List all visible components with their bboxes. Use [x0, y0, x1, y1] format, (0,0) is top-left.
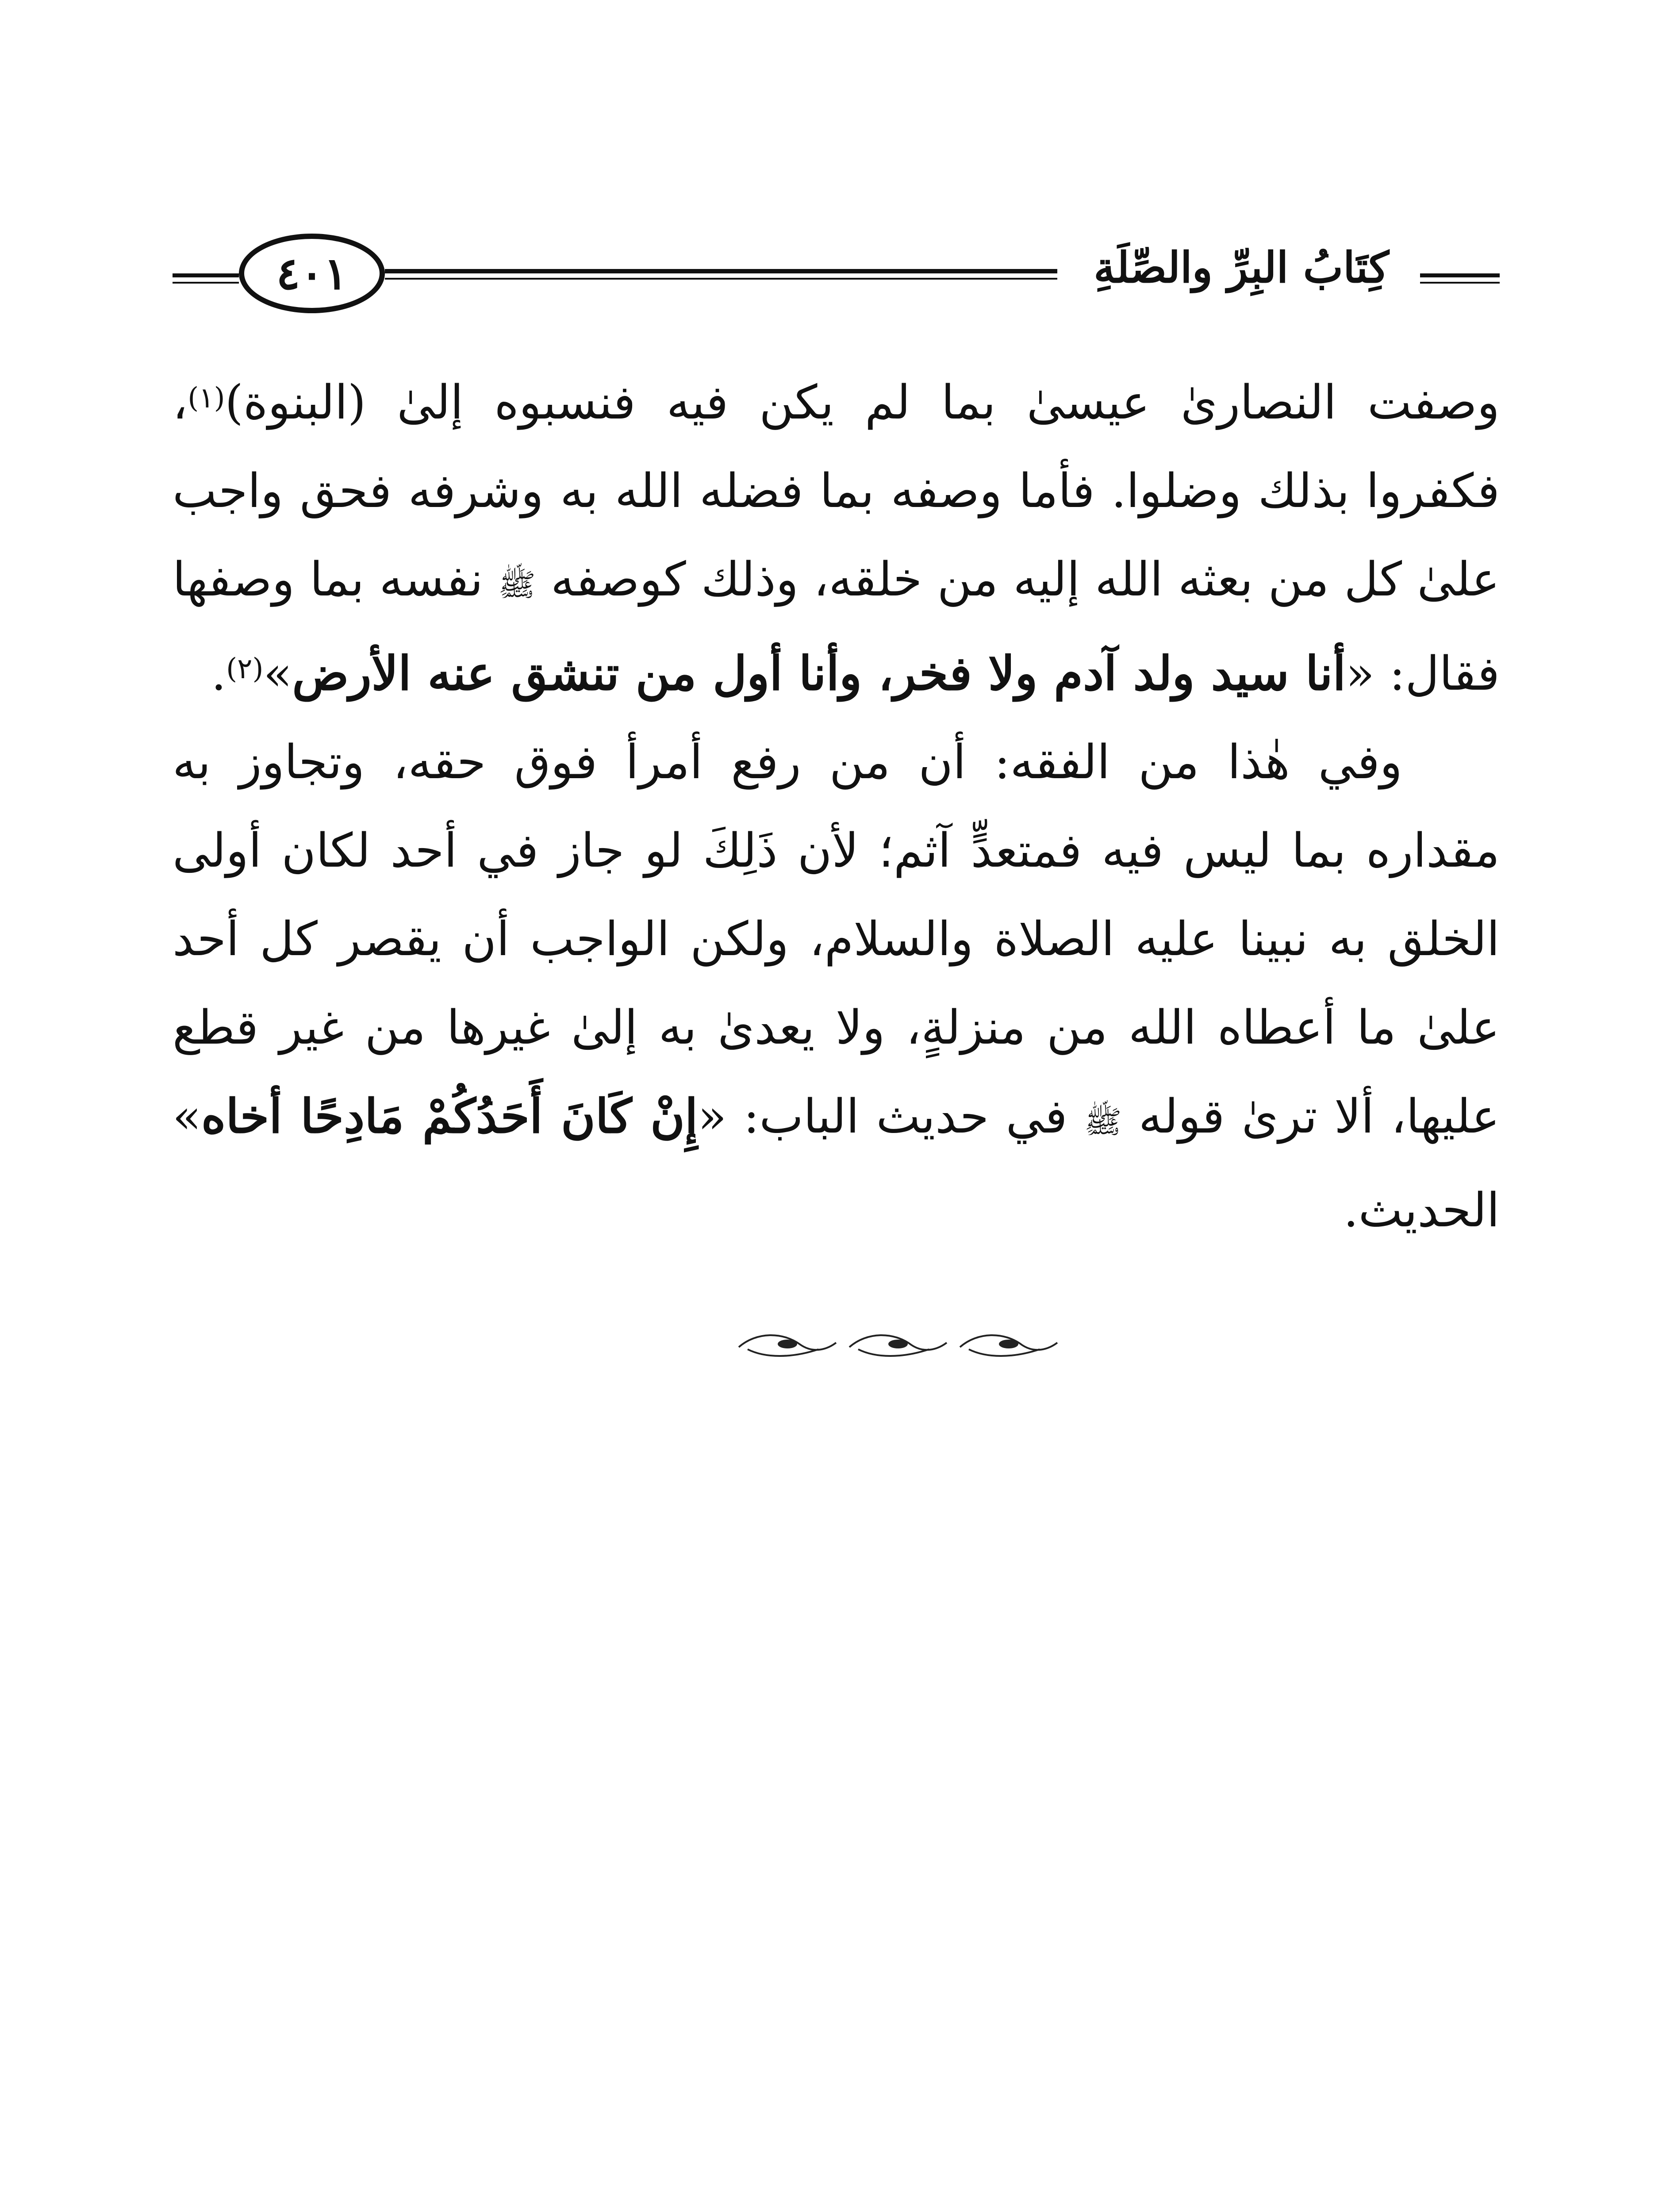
p1-text-3: نفسه بما وصفها فقال: « — [173, 552, 1500, 701]
hadith-quote-2: إِنْ كَانَ أَحَدُكُمْ مَادِحًا أخاه — [201, 1088, 698, 1144]
p1-text-1: وصفت النصارىٰ عيسىٰ بما لم يكن فيه فنسبوه إلىٰ (البنوة) — [225, 375, 1500, 430]
page-number: ٤٠١ — [276, 247, 348, 300]
honorific-glyph: ﷺ — [1084, 1104, 1122, 1140]
honorific-glyph: ﷺ — [498, 567, 536, 603]
paragraph-1 — [173, 358, 1500, 718]
running-header — [173, 221, 1500, 310]
main-text — [173, 358, 1500, 1255]
header-rule-right — [1420, 273, 1500, 284]
page-number-badge — [239, 234, 385, 313]
footnote-ref-1: (١) — [188, 382, 225, 415]
footnote-ref-2: (٢) — [226, 653, 264, 685]
hadith-quote-1: أنا سيد ولد آدم ولا فخر، وأنا أول من تنشق عنه الأرض — [292, 645, 1346, 701]
p2-text-2: في حديث الباب: « — [698, 1089, 1084, 1144]
paragraph-2 — [173, 718, 1500, 1255]
ornament-divider-icon — [730, 1327, 1066, 1363]
p1-text-4: » — [263, 646, 292, 701]
p2-text-1: وفي هٰذا من الفقه: أن من رفع أمرأ فوق حقه، وتجاوز به مقداره بما ليس فيه فمتعدٍّ آثم؛ لأن ذَلِكَ لو جاز في أحد لكان أولى الخلق به نبينا عليه الصلاة والسلام، ولكن الواجب أن يقصر كل أحد علىٰ ما أعطاه الله من منزلةٍ، ولا يعدىٰ به إلىٰ غيرها من غير قطع عليها، ألا ترىٰ قوله — [173, 735, 1500, 1144]
p1-text-5: . — [211, 646, 227, 701]
running-title: كِتَابُ البِرِّ والصِّلَةِ — [1094, 242, 1389, 292]
p1-text-2: ، فكفروا بذلك وضلوا. فأما وصفه بما فضله الله به وشرفه فحق واجب علىٰ كل من بعثه الله إليه من خلقه، وذلك كوصفه — [173, 375, 1500, 607]
p2-text-3: » الحديث. — [173, 1089, 1500, 1237]
header-rule-middle — [385, 269, 1057, 280]
header-rule-left — [173, 273, 239, 284]
